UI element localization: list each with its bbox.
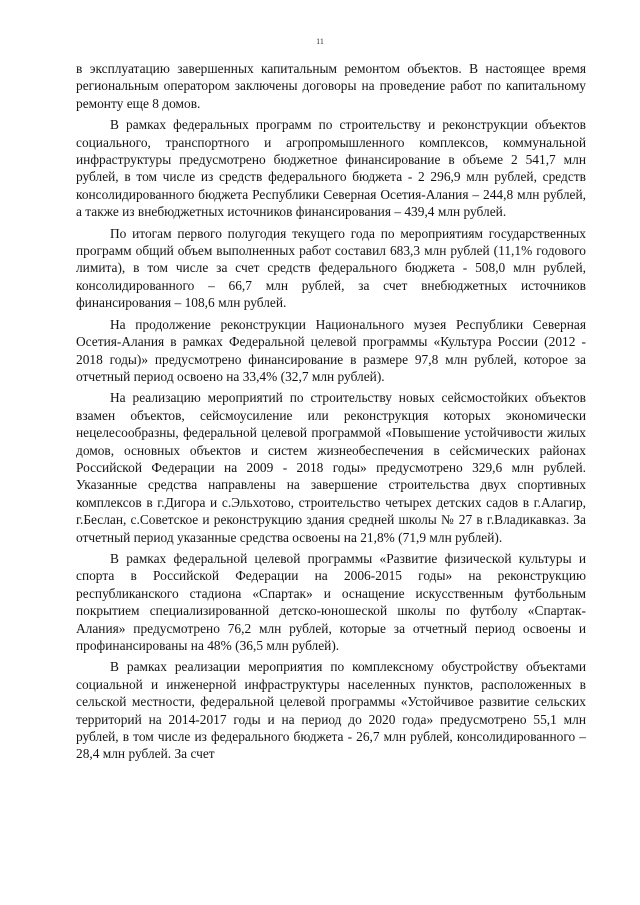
page-number: 11	[316, 37, 324, 46]
document-body	[76, 60, 586, 767]
paragraph-national-museum: На продолжение реконструкции Национального музея Республики Северная Осетия-Алания в рамках Федеральной целевой программы «Культура России (2012 - 2018 годы)» предусмотрено финансирование в размере 97,8 млн рублей, которое за отчетный период освоено на 33,4% (32,7 млн рублей).	[76, 316, 586, 384]
paragraph-sports-program: В рамках федеральной целевой программы «Развитие физической культуры и спорта в Российской Федерации на 2006-2015 годы» на реконструкцию республиканского стадиона «Спартак» и оснащение искусственным футбольным покрытием специализированной детско-юношеской школы по футболу «Спартак-Алания» предусмотрено 76,2 млн рублей, которые за отчетный период освоены и профинансированы на 48% (36,5 млн рублей).	[76, 550, 586, 653]
paragraph-continuation: в эксплуатацию завершенных капитальным ремонтом объектов. В настоящее время региональным оператором заключены договоры на проведение работ по капитальному ремонту еще 8 домов.	[76, 61, 586, 111]
paragraph-half-year-results: По итогам первого полугодия текущего года по мероприятиям государственных программ общий объем выполненных работ составил 683,3 млн рублей (11,1% годового лимита), в том числе за счет средств федерального бюджета - 508,0 млн рублей, консолидированного – 66,7 млн рублей, за счет внебюджетных источников финансирования – 108,6 млн рублей.	[76, 225, 586, 311]
paragraph-federal-programs: В рамках федеральных программ по строительству и реконструкции объектов социального, транспортного и агропромышленного комплексов, коммунальной инфраструктуры предусмотрено бюджетное финансирование в объеме 2 541,7 млн рублей, в том числе из средств федерального бюджета - 2 296,9 млн рублей, средств консолидированного бюджета Республики Северная Осетия-Алания – 244,8 млн рублей, а также из внебюджетных источников финансирования – 439,4 млн рублей.	[76, 117, 586, 220]
paragraph-rural-development: В рамках реализации мероприятия по комплексному обустройству объектами социальной и инженерной инфраструктуры населенных пунктов, расположенных в сельской местности, федеральной целевой программы «Устойчивое развитие сельских территорий на 2014-2017 годы и на период до 2020 года» предусмотрено 55,1 млн рублей, в том числе из федерального бюджета - 26,7 млн рублей, консолидированного – 28,4 млн рублей. За счет	[76, 659, 586, 762]
paragraph-seismic-program: На реализацию мероприятий по строительству новых сейсмостойких объектов взамен объектов, сейсмоусиление или реконструкция которых экономически нецелесообразны, федеральной целевой программой «Повышение устойчивости жилых домов, основных объектов и систем жизнеобеспечения в сейсмических районах Российской Федерации на 2009 - 2018 годы» предусмотрено 329,6 млн рублей. Указанные средства направлены на завершение строительства двух спортивных комплексов в г.Дигора и с.Эльхотово, строительство четырех детских садов в г.Алагир, г.Беслан, с.Советское и реконструкцию здания средней школы № 27 в г.Владикавказ. За отчетный период указанные средства освоены на 21,8% (71,9 млн рублей).	[76, 390, 586, 545]
